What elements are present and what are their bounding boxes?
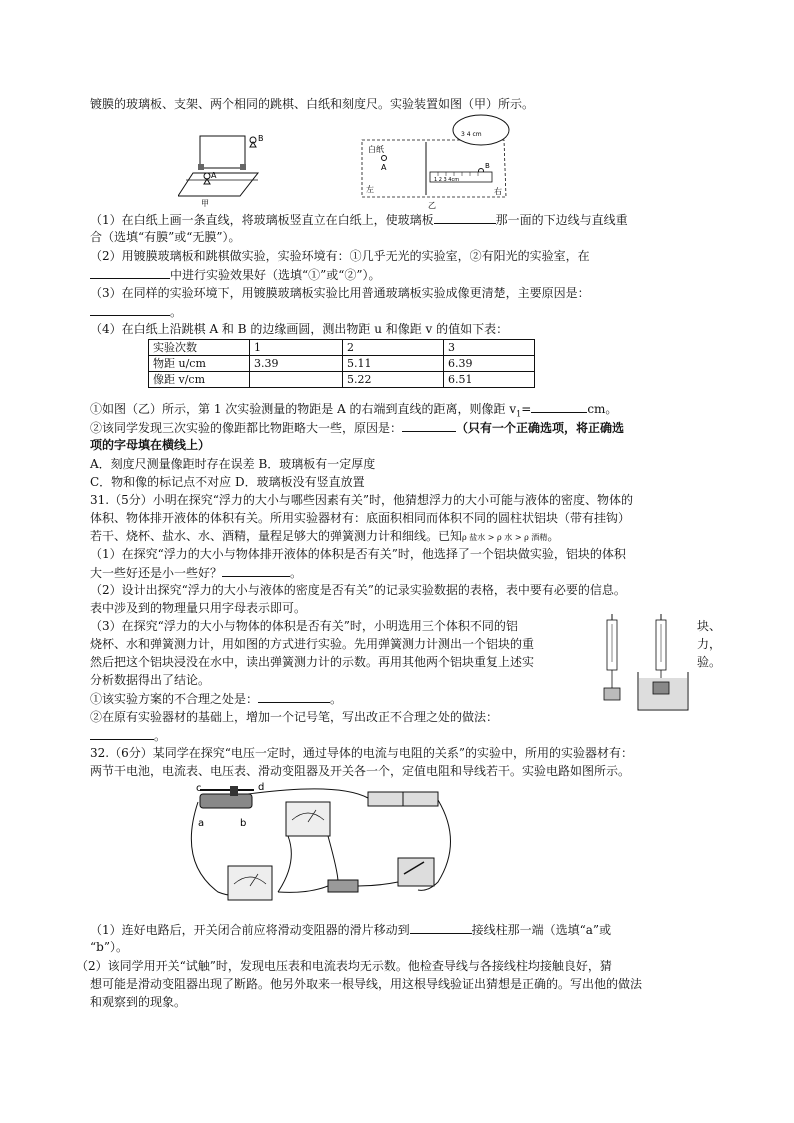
table-header-cell: 2: [343, 340, 444, 356]
q32-line2: 两节干电池，电流表、电压表、滑动变阻器及开关各一个，定值电阻和导线若干。实验电路如图所示。: [90, 764, 631, 778]
zoom-lens: [453, 115, 509, 145]
terminal-d: d: [258, 782, 265, 793]
left-label: 左: [366, 185, 374, 194]
voltmeter-icon: [286, 802, 330, 836]
answer-blank-6[interactable]: [222, 564, 290, 577]
q30-part2-line2: 中进行实验效果好（选填“①”或“②”）。: [90, 266, 381, 284]
q31-part1-line1: （1）在探究“浮力的大小与物体排开液体的体积是否有关”时，他选择了一个铝块做实验，铝块的体积: [90, 547, 626, 561]
zoom-ticks: 3 4 cm: [461, 131, 482, 138]
q31-part3-line7: 。: [90, 727, 166, 745]
answer-blank-2[interactable]: [90, 266, 170, 279]
q30-part3-line2: 。: [90, 303, 182, 321]
switch-icon: [398, 858, 434, 886]
table-cell: 物距 u/cm: [149, 356, 250, 372]
terminal-c: c: [196, 783, 202, 794]
q31-part1-line2: 大一些好还是小一些好？ 。: [90, 566, 303, 580]
distance-table: [148, 339, 535, 388]
yi-label-a: A: [381, 163, 387, 172]
q32-part1-line2: “b”）。: [90, 940, 128, 954]
table-cell: 3.39: [250, 356, 343, 372]
label-a: A: [211, 171, 217, 180]
table-cell: 6.39: [444, 356, 535, 372]
answer-blank-5[interactable]: [402, 419, 456, 432]
rheostat: [200, 794, 252, 808]
q31-part3-line2-end: 力，: [697, 637, 722, 651]
q30-options-cd: C．物和像的标记点不对应 D．玻璃板没有竖直放置: [90, 475, 365, 489]
terminal-b: b: [240, 818, 247, 829]
table-cell: 6.51: [444, 372, 535, 388]
answer-blank-7[interactable]: [258, 690, 330, 703]
caption-jia: 甲: [201, 199, 209, 208]
resistor-icon: [328, 880, 358, 892]
answer-blank-9[interactable]: [410, 921, 472, 934]
q31-part2-line2: 表中涉及到的物理量只用字母表示即可。: [90, 601, 307, 615]
q31-part3-line1-end: 块、: [697, 619, 722, 633]
q31-part3-line4: 分析数据得出了结论。: [90, 673, 211, 687]
q32-part2-line2: 想可能是滑动变阻器出现了断路。他另外取来一根导线，用这根导线验证出猜想是正确的。写出他的做法: [90, 977, 643, 991]
answer-blank-3[interactable]: [90, 303, 170, 316]
intro-text: 镀膜的玻璃板、支架、两个相同的跳棋、白纸和刻度尺。实验装置如图（甲）所示。: [90, 97, 535, 111]
table-header-cell: 实验次数: [149, 340, 250, 356]
figure-yi: [354, 112, 514, 212]
q31-line1: 31.（5分）小明在探究“浮力的大小与哪些因素有关”时，他猜想浮力的大小可能与液体的密度、物体的: [90, 493, 633, 507]
q30-sub2-line2: 项的字母填在横线上）: [90, 438, 211, 452]
q32-line1: 32.（6分）某同学在探究“电压一定时，通过导体的电流与电阻的关系”的实验中，所用的实验器材有：: [90, 746, 633, 760]
terminal-a: a: [198, 818, 205, 829]
glass-plate: [200, 136, 245, 168]
q30-sub1: ①如图（乙）所示，第 1 次实验测量的物距是 A 的右端到直线的距离，则像距 $v_1=$ cm。: [90, 402, 618, 419]
rheostat-slider: [230, 786, 238, 796]
q30-options-ab: A．刻度尺测量像距时存在误差 B．玻璃板有一定厚度: [90, 457, 376, 471]
circuit-figure: [188, 782, 458, 922]
caption-yi: 乙: [428, 201, 436, 210]
density-relation: ρ 盐水 > ρ 水 > ρ 酒精: [462, 533, 548, 542]
table-cell: 5.22: [343, 372, 444, 388]
q31-part3-line3-end: 验。: [697, 655, 722, 669]
spring-scale-figure: [598, 612, 693, 712]
paper-label: 白纸: [368, 145, 384, 154]
q32-part2-line3: 和观察到的现象。: [90, 995, 187, 1009]
q30-part4: （4）在白纸上沿跳棋 A 和 B 的边缘画圆，测出物距 u 和像距 v 的值如下表：: [90, 322, 509, 336]
table-row: [149, 356, 535, 372]
table-header-cell: 3: [444, 340, 535, 356]
plate-stand-left: [198, 164, 204, 170]
q31-part3-line1: （3）在探究“浮力的大小与物体的体积是否有关”时，小明选用三个体积不同的铝: [90, 619, 518, 633]
aluminum-block-2: [653, 682, 669, 694]
yi-label-b: B: [485, 162, 490, 170]
q30-part3-line1: （3）在同样的实验环境下，用镀膜玻璃板实验比用普通玻璃板实验成像更清楚，主要原因是：: [90, 286, 590, 300]
q30-sub2-line1: ②该同学发现三次实验的像距都比物距略大一些，原因是： （只有一个正确选项，将正确选: [90, 421, 625, 435]
q31-part2-line1: （2）设计出探究“浮力的大小与液体的密度是否有关”的记录实验数据的表格，表中要有必要的信息。: [90, 583, 626, 597]
q31-part3-line2: 烧杯、水和弹簧测力计，用如图的方式进行实验。先用弹簧测力计测出一个铝块的重: [90, 637, 535, 651]
checker-a-icon: [382, 156, 387, 161]
q31-part3-line5: ①该实验方案的不合理之处是： 。: [90, 692, 343, 706]
table-cell: 像距 v/cm: [149, 372, 250, 388]
q32-part2-line1: （2）该同学用开关“试触”时，发现电压表和电流表均无示数。他检查导线与各接线柱均接触良好，猜: [76, 959, 612, 973]
label-b: B: [258, 134, 264, 143]
q30-part1-line1: （1）在白纸上画一条直线，将玻璃板竖直立在白纸上，使玻璃板 那一面的下边线与直线重: [90, 213, 628, 227]
ruler-ticks: 1 2 3 4cm: [434, 177, 460, 183]
q31-part3-line6: ②在原有实验器材的基础上，增加一个记号笔，写出改正不合理之处的做法：: [90, 710, 499, 724]
ammeter-icon: [228, 866, 272, 900]
answer-blank-1[interactable]: [434, 211, 496, 224]
white-paper-base: [178, 173, 258, 196]
q31-line2: 体积、物体排开液体的体积有关。所用实验器材有：底面积相同而体积不同的圆柱状铝块（带有挂钩）: [90, 511, 631, 525]
right-label: 右: [494, 187, 502, 196]
q31-part3-line3: 然后把这个铝块浸没在水中，读出弹簧测力计的示数。再用其他两个铝块重复上述实: [90, 655, 535, 669]
table-header-row: [149, 340, 535, 356]
table-row: [149, 372, 535, 388]
aluminum-block-1: [604, 688, 620, 700]
q32-part1-line1: （1）连好电路后，开关闭合前应将滑动变阻器的滑片移动到 接线柱那一端（选填“a”或: [90, 923, 612, 937]
q30-part2-line1: （2）用镀膜玻璃板和跳棋做实验，实验环境有：①几乎无光的实验室，②有阳光的实验室，在: [90, 249, 590, 263]
answer-blank-4[interactable]: [531, 400, 587, 413]
table-cell: [250, 372, 343, 388]
answer-blank-8[interactable]: [90, 727, 154, 740]
q30-part1-line2: 合（选填“有膜”或“无膜”）。: [90, 230, 241, 244]
plate-stand-right: [240, 164, 246, 170]
q31-line3: 若干、烧杯、盐水、水、酒精，量程足够大的弹簧测力计和细线。已知ρ 盐水 > ρ 水 > ρ 酒精。: [90, 529, 560, 543]
table-header-cell: 1: [250, 340, 343, 356]
table-cell: 5.11: [343, 356, 444, 372]
figure-jia: [178, 128, 278, 208]
